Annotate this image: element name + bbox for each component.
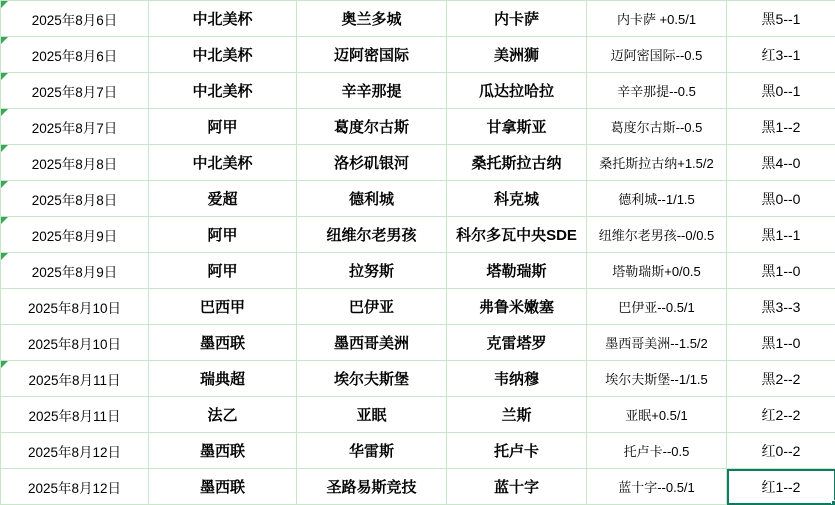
cell-league[interactable]: 法乙 xyxy=(149,397,297,433)
cell-handicap[interactable]: 蓝十字--0.5/1 xyxy=(587,469,727,505)
table-row xyxy=(1,289,835,325)
cell-away-team[interactable]: 美洲狮 xyxy=(447,37,587,73)
cell-date[interactable]: 2025年8月6日 xyxy=(1,1,149,37)
cell-date[interactable]: 2025年8月8日 xyxy=(1,145,149,181)
cell-handicap[interactable]: 葛度尔古斯--0.5 xyxy=(587,109,727,145)
cell-handicap[interactable]: 纽维尔老男孩--0/0.5 xyxy=(587,217,727,253)
cell-away-team[interactable]: 托卢卡 xyxy=(447,433,587,469)
table-row xyxy=(1,145,835,181)
cell-away-team[interactable]: 科克城 xyxy=(447,181,587,217)
cell-handicap[interactable]: 巴伊亚--0.5/1 xyxy=(587,289,727,325)
cell-date[interactable]: 2025年8月12日 xyxy=(1,433,149,469)
cell-handicap[interactable]: 桑托斯拉古纳+1.5/2 xyxy=(587,145,727,181)
cell-away-team[interactable]: 甘拿斯亚 xyxy=(447,109,587,145)
cell-home-team[interactable]: 纽维尔老男孩 xyxy=(297,217,447,253)
cell-handicap[interactable]: 内卡萨 +0.5/1 xyxy=(587,1,727,37)
table-row xyxy=(1,37,835,73)
cell-date[interactable]: 2025年8月9日 xyxy=(1,253,149,289)
cell-league[interactable]: 阿甲 xyxy=(149,217,297,253)
table-row xyxy=(1,361,835,397)
cell-away-team[interactable]: 克雷塔罗 xyxy=(447,325,587,361)
cell-result[interactable]: 黑0--1 xyxy=(727,73,835,109)
cell-away-team[interactable]: 韦纳穆 xyxy=(447,361,587,397)
cell-date[interactable]: 2025年8月11日 xyxy=(1,397,149,433)
cell-home-team[interactable]: 亚眠 xyxy=(297,397,447,433)
cell-home-team[interactable]: 洛杉矶银河 xyxy=(297,145,447,181)
cell-away-team[interactable]: 瓜达拉哈拉 xyxy=(447,73,587,109)
cell-home-team[interactable]: 墨西哥美洲 xyxy=(297,325,447,361)
cell-home-team[interactable]: 巴伊亚 xyxy=(297,289,447,325)
table-row xyxy=(1,109,835,145)
cell-home-team[interactable]: 葛度尔古斯 xyxy=(297,109,447,145)
cell-date[interactable]: 2025年8月6日 xyxy=(1,37,149,73)
cell-handicap[interactable]: 迈阿密国际--0.5 xyxy=(587,37,727,73)
cell-home-team[interactable]: 埃尔夫斯堡 xyxy=(297,361,447,397)
cell-away-team[interactable]: 兰斯 xyxy=(447,397,587,433)
cell-handicap[interactable]: 托卢卡--0.5 xyxy=(587,433,727,469)
cell-league[interactable]: 阿甲 xyxy=(149,109,297,145)
cell-league[interactable]: 墨西联 xyxy=(149,469,297,505)
cell-result[interactable]: 红2--2 xyxy=(727,397,835,433)
table-row xyxy=(1,397,835,433)
cell-home-team[interactable]: 辛辛那提 xyxy=(297,73,447,109)
cell-league[interactable]: 墨西联 xyxy=(149,433,297,469)
cell-league[interactable]: 瑞典超 xyxy=(149,361,297,397)
cell-result[interactable]: 黑1--0 xyxy=(727,253,835,289)
table-row xyxy=(1,217,835,253)
cell-date[interactable]: 2025年8月10日 xyxy=(1,289,149,325)
cell-date[interactable]: 2025年8月8日 xyxy=(1,181,149,217)
cell-date[interactable]: 2025年8月7日 xyxy=(1,109,149,145)
cell-league[interactable]: 巴西甲 xyxy=(149,289,297,325)
cell-away-team[interactable]: 科尔多瓦中央SDE xyxy=(447,217,587,253)
cell-league[interactable]: 中北美杯 xyxy=(149,73,297,109)
cell-result[interactable]: 红3--1 xyxy=(727,37,835,73)
cell-league[interactable]: 阿甲 xyxy=(149,253,297,289)
cell-result[interactable]: 红1--2 xyxy=(727,469,835,505)
table-row xyxy=(1,325,835,361)
table-row xyxy=(1,253,835,289)
cell-away-team[interactable]: 塔勒瑞斯 xyxy=(447,253,587,289)
cell-date[interactable]: 2025年8月12日 xyxy=(1,469,149,505)
cell-away-team[interactable]: 弗鲁米嫩塞 xyxy=(447,289,587,325)
cell-result[interactable]: 黑3--3 xyxy=(727,289,835,325)
cell-home-team[interactable]: 迈阿密国际 xyxy=(297,37,447,73)
cell-away-team[interactable]: 桑托斯拉古纳 xyxy=(447,145,587,181)
table-row xyxy=(1,433,835,469)
cell-league[interactable]: 中北美杯 xyxy=(149,37,297,73)
cell-result[interactable]: 黑4--0 xyxy=(727,145,835,181)
cell-date[interactable]: 2025年8月11日 xyxy=(1,361,149,397)
cell-handicap[interactable]: 亚眠+0.5/1 xyxy=(587,397,727,433)
cell-result[interactable]: 黑0--0 xyxy=(727,181,835,217)
cell-home-team[interactable]: 德利城 xyxy=(297,181,447,217)
cell-result[interactable]: 红0--2 xyxy=(727,433,835,469)
cell-league[interactable]: 爱超 xyxy=(149,181,297,217)
cell-away-team[interactable]: 蓝十字 xyxy=(447,469,587,505)
cell-away-team[interactable]: 内卡萨 xyxy=(447,1,587,37)
table-row xyxy=(1,181,835,217)
cell-league[interactable]: 中北美杯 xyxy=(149,145,297,181)
cell-result[interactable]: 黑1--1 xyxy=(727,217,835,253)
cell-home-team[interactable]: 奥兰多城 xyxy=(297,1,447,37)
cell-handicap[interactable]: 塔勒瑞斯+0/0.5 xyxy=(587,253,727,289)
cell-result[interactable]: 黑1--2 xyxy=(727,109,835,145)
cell-handicap[interactable]: 埃尔夫斯堡--1/1.5 xyxy=(587,361,727,397)
cell-result[interactable]: 黑2--2 xyxy=(727,361,835,397)
table-body xyxy=(1,1,835,505)
table-row xyxy=(1,73,835,109)
cell-handicap[interactable]: 德利城--1/1.5 xyxy=(587,181,727,217)
cell-home-team[interactable]: 拉努斯 xyxy=(297,253,447,289)
table-row xyxy=(1,1,835,37)
cell-handicap[interactable]: 墨西哥美洲--1.5/2 xyxy=(587,325,727,361)
cell-league[interactable]: 墨西联 xyxy=(149,325,297,361)
cell-league[interactable]: 中北美杯 xyxy=(149,1,297,37)
cell-date[interactable]: 2025年8月9日 xyxy=(1,217,149,253)
cell-handicap[interactable]: 辛辛那提--0.5 xyxy=(587,73,727,109)
cell-result[interactable]: 黑1--0 xyxy=(727,325,835,361)
cell-date[interactable]: 2025年8月7日 xyxy=(1,73,149,109)
cell-result[interactable]: 黑5--1 xyxy=(727,1,835,37)
cell-date[interactable]: 2025年8月10日 xyxy=(1,325,149,361)
cell-home-team[interactable]: 圣路易斯竞技 xyxy=(297,469,447,505)
table-row xyxy=(1,469,835,505)
cell-home-team[interactable]: 华雷斯 xyxy=(297,433,447,469)
